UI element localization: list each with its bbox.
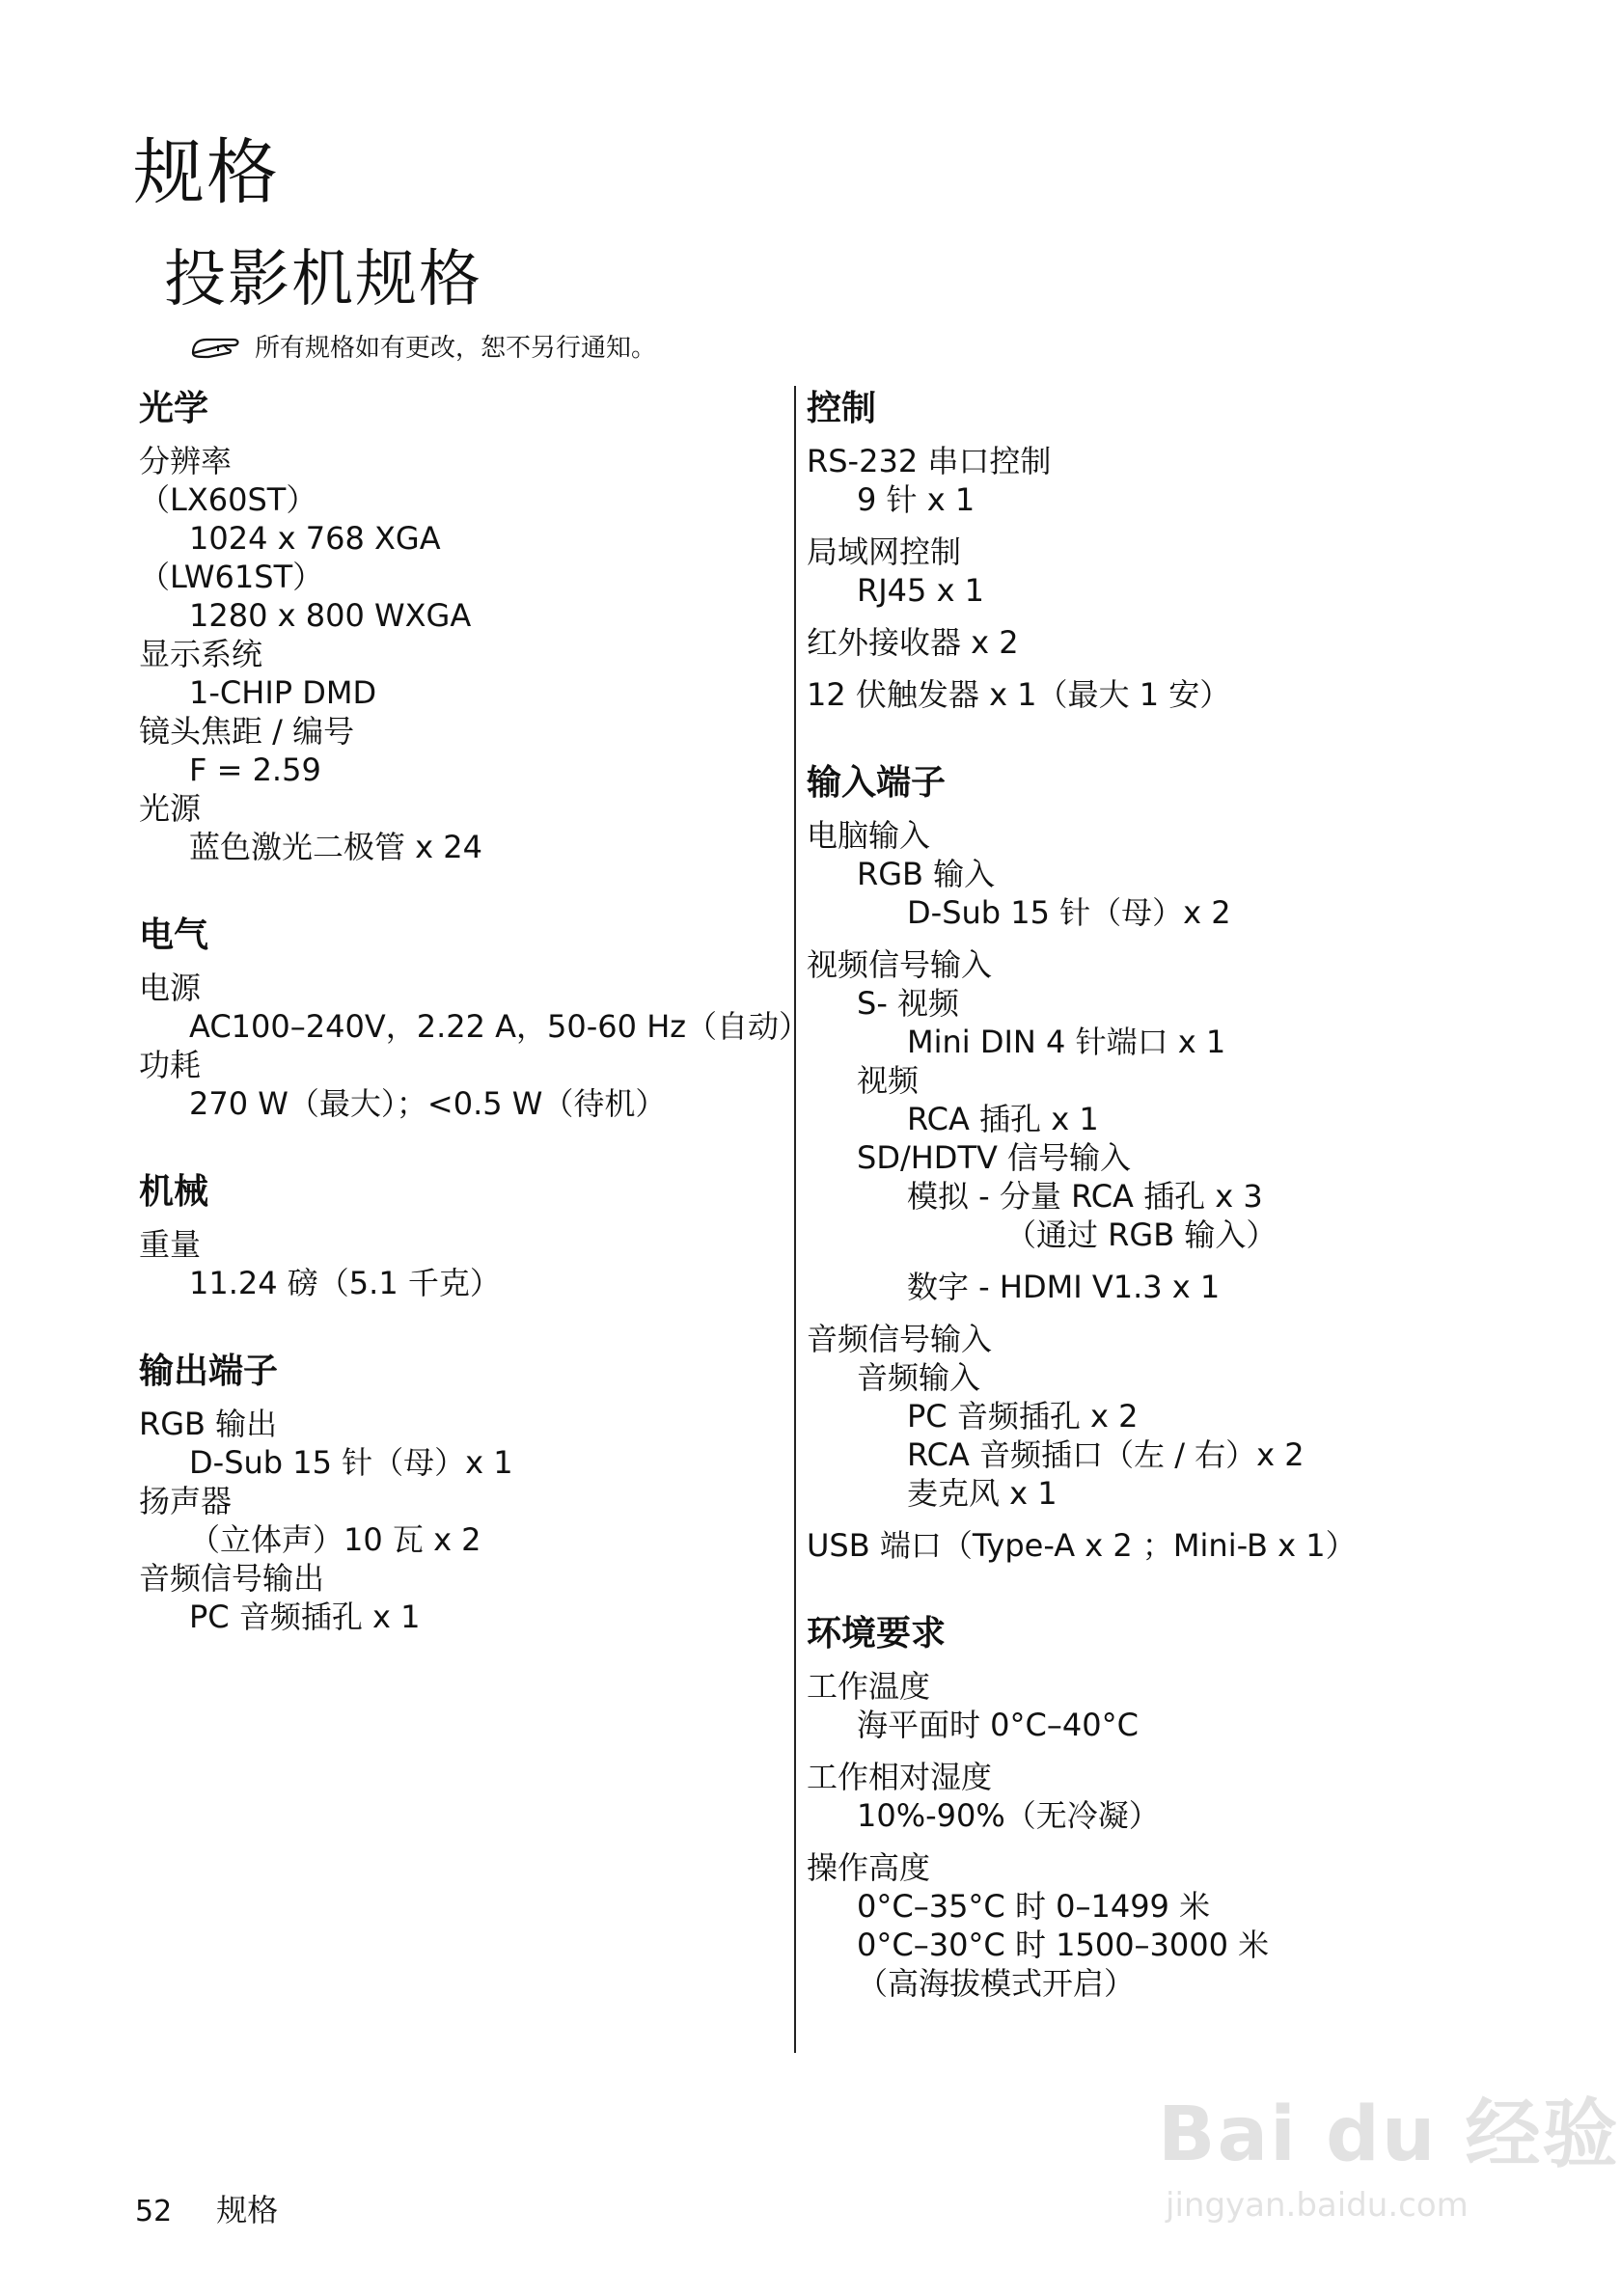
- optics-section: [139, 386, 766, 866]
- right-column: [807, 386, 1482, 2049]
- pointing-hand-icon: [189, 332, 245, 361]
- spec-label: 视频信号输入: [807, 946, 993, 983]
- spec-value: （通过 RGB 输入）: [1005, 1216, 1278, 1253]
- section-heading: 电气: [139, 916, 209, 955]
- spec-value: 蓝色激光二极管 x 24: [189, 829, 483, 865]
- spec-label: 扬声器: [139, 1483, 233, 1519]
- page-footer: [135, 2186, 278, 2230]
- section-heading: 输入端子: [807, 763, 947, 803]
- spec-value: 麦克风 x 1: [907, 1475, 1058, 1512]
- note-text: 所有规格如有更改，恕不另行通知。: [255, 334, 657, 363]
- mechanical-section: [139, 1169, 766, 1302]
- spec-label: 重量: [139, 1226, 202, 1263]
- spec-label: （LW61ST）: [139, 559, 324, 595]
- section-heading: 机械: [139, 1172, 209, 1212]
- spec-value: 模拟 - 分量 RCA 插孔 x 3: [907, 1178, 1263, 1215]
- spec-value: 11.24 磅（5.1 千克）: [189, 1265, 501, 1301]
- spec-label: 工作温度: [807, 1668, 931, 1705]
- spec-label: 音频信号输出: [139, 1560, 325, 1597]
- spec-value: 数字 - HDMI V1.3 x 1: [907, 1269, 1221, 1305]
- spec-value: RCA 插孔 x 1: [907, 1101, 1099, 1137]
- spec-label: RS-232 串口控制: [807, 443, 1052, 479]
- spec-label: RGB 输出: [139, 1406, 278, 1442]
- control-section: [807, 386, 1482, 714]
- spec-value: F = 2.59: [189, 752, 321, 788]
- page-title: 规格: [133, 131, 280, 214]
- spec-sublabel: 音频输入: [857, 1359, 981, 1396]
- section-heading: 输出端子: [139, 1352, 279, 1391]
- spec-label: （LX60ST）: [139, 481, 317, 518]
- spec-value: 0°C–35°C 时 0–1499 米: [857, 1888, 1211, 1925]
- electrical-section: [139, 913, 810, 1123]
- spec-label: 光源: [139, 790, 202, 827]
- spec-label: 分辨率: [139, 443, 233, 479]
- spec-value: D-Sub 15 针（母）x 2: [907, 894, 1231, 931]
- section-heading: 光学: [139, 389, 209, 428]
- spec-value: PC 音频插孔 x 2: [907, 1398, 1139, 1435]
- spec-value: 1-CHIP DMD: [189, 674, 377, 711]
- baidu-watermark: [1158, 2074, 1620, 2225]
- spec-label: 12 伏触发器 x 1（最大 1 安）: [807, 676, 1231, 713]
- input-section: [807, 760, 1482, 1565]
- spec-sublabel: 视频: [857, 1062, 920, 1099]
- section-title: 投影机规格: [164, 244, 482, 315]
- spec-value: PC 音频插孔 x 1: [189, 1599, 421, 1635]
- spec-value: RJ45 x 1: [857, 572, 985, 609]
- watermark-url: jingyan.baidu.com: [1166, 2186, 1469, 2225]
- spec-value: （立体声）10 瓦 x 2: [189, 1521, 481, 1558]
- spec-value: 0°C–30°C 时 1500–3000 米: [857, 1927, 1270, 1963]
- spec-value: RCA 音频插口（左 / 右）x 2: [907, 1436, 1305, 1473]
- spec-sublabel: SD/HDTV 信号输入: [857, 1139, 1132, 1176]
- output-section: [139, 1349, 766, 1636]
- spec-label: USB 端口（Type-A x 2 ；Mini-B x 1）: [807, 1527, 1357, 1564]
- spec-value: 1280 x 800 WXGA: [189, 597, 472, 634]
- spec-value: 10%-90%（无冷凝）: [857, 1797, 1160, 1834]
- spec-value: AC100–240V，2.22 A，50-60 Hz（自动）: [189, 1008, 810, 1045]
- footer-label: 规格: [216, 2192, 279, 2228]
- spec-label: 电源: [139, 970, 202, 1006]
- spec-label: 红外接收器 x 2: [807, 624, 1019, 661]
- spec-value: （高海拔模式开启）: [857, 1965, 1136, 2002]
- left-column: [139, 386, 810, 1682]
- spec-sublabel: S- 视频: [857, 985, 960, 1022]
- spec-sublabel: RGB 输入: [857, 856, 996, 892]
- section-heading: 环境要求: [807, 1614, 947, 1654]
- spec-value: 1024 x 768 XGA: [189, 520, 441, 557]
- column-divider: [794, 386, 796, 2053]
- spec-label: 局域网控制: [807, 533, 962, 570]
- spec-value: 270 W（最大）；<0.5 W（待机）: [189, 1085, 667, 1122]
- spec-value: 海平面时 0°C–40°C: [857, 1707, 1139, 1743]
- note: [189, 328, 656, 364]
- spec-label: 工作相对湿度: [807, 1759, 993, 1795]
- section-heading: 控制: [807, 389, 877, 428]
- spec-label: 音频信号输入: [807, 1321, 993, 1357]
- spec-label: 电脑输入: [807, 817, 931, 854]
- page-number: 52: [135, 2195, 173, 2228]
- spec-value: 9 针 x 1: [857, 481, 975, 518]
- spec-label: 操作高度: [807, 1849, 931, 1886]
- spec-value: D-Sub 15 针（母）x 1: [189, 1444, 513, 1481]
- spec-value: Mini DIN 4 针端口 x 1: [907, 1024, 1226, 1060]
- spec-label: 功耗: [139, 1047, 202, 1083]
- spec-label: 显示系统: [139, 636, 263, 672]
- watermark-brand: Bai du 经验: [1158, 2091, 1620, 2178]
- spec-label: 镜头焦距 / 编号: [139, 713, 355, 750]
- environment-section: [807, 1611, 1482, 2003]
